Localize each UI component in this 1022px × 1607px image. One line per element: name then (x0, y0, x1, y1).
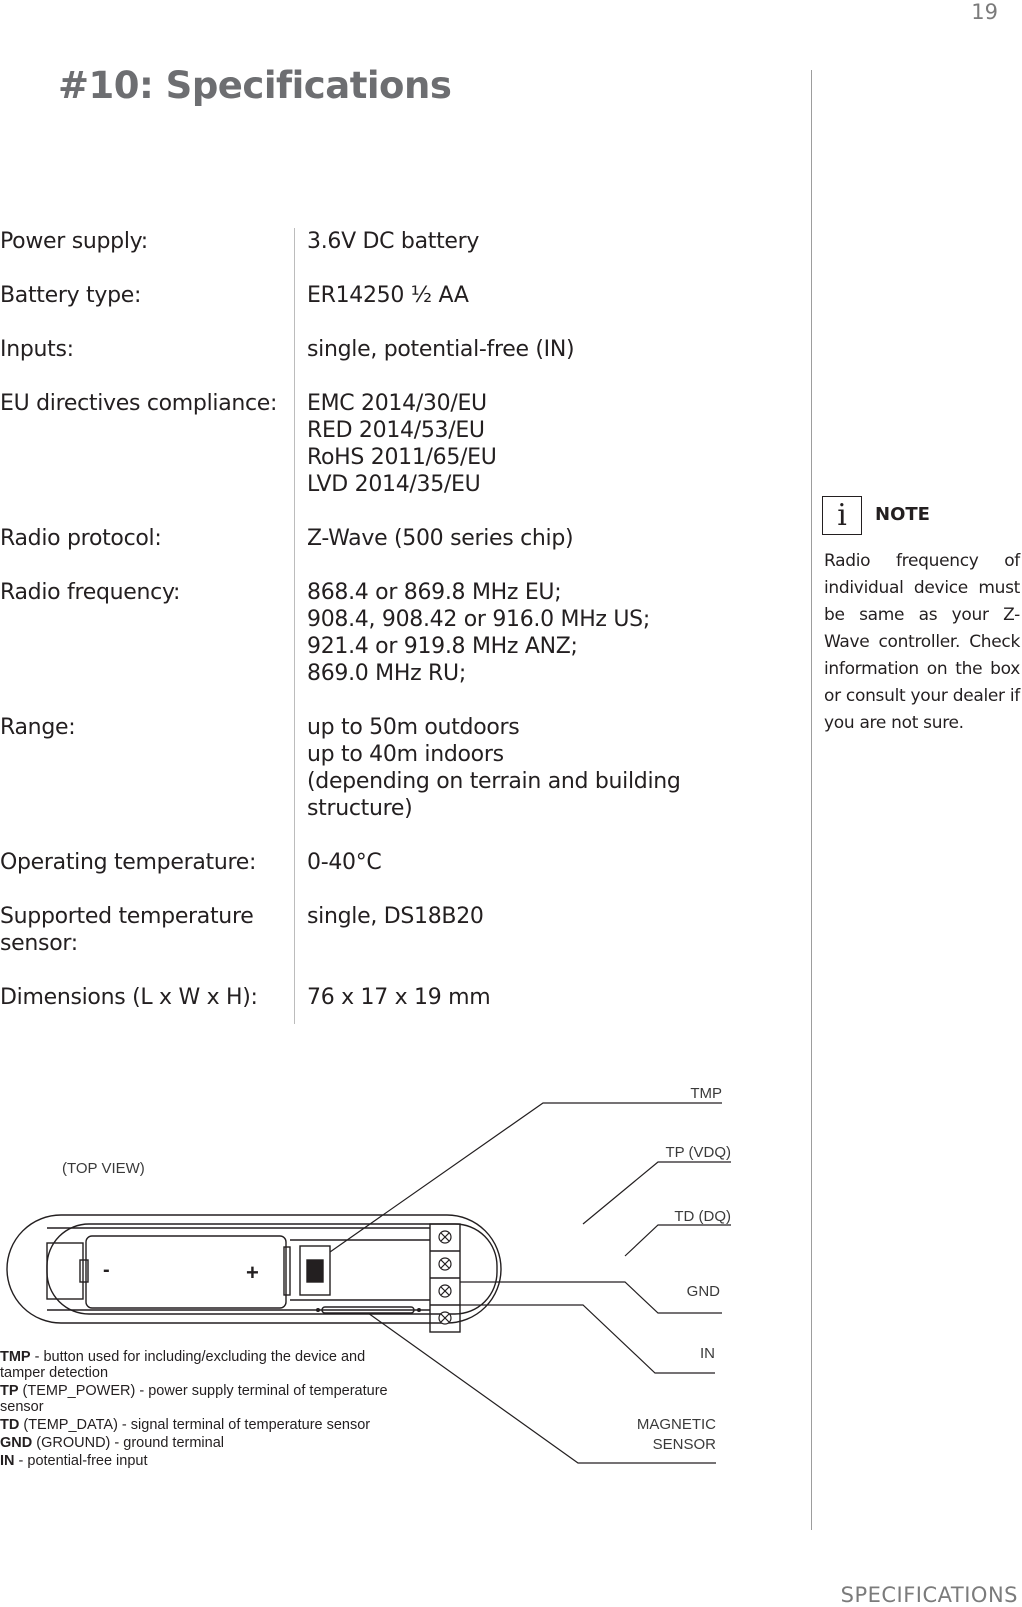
callout-sensor: SENSOR (652, 1436, 716, 1453)
diagram-legend (0, 1349, 390, 1471)
legend-item: TD (TEMP_DATA) - signal terminal of temperature sensor (0, 1417, 371, 1433)
leader-gnd (460, 1282, 722, 1313)
spec-label: Radio protocol: (0, 526, 162, 551)
legend-item: TP (TEMP_POWER) - power supply terminal of temperature sensor (0, 1383, 388, 1415)
spec-value: EMC 2014/30/EU RED 2014/53/EU RoHS 2011/65/EU LVD 2014/35/EU (307, 391, 497, 497)
spec-value: 868.4 or 869.8 MHz EU; 908.4, 908.42 or 916.0 MHz US; 921.4 or 919.8 MHz ANZ; 869.0 MHz RU; (307, 580, 650, 686)
spec-value: 0-40°C (307, 850, 382, 875)
leader-tmp (330, 1103, 722, 1252)
spec-label: Range: (0, 715, 76, 740)
battery-clip (47, 1243, 83, 1299)
spec-value: up to 50m outdoors up to 40m indoors (depending on terrain and building structure) (307, 715, 681, 821)
spec-label: Battery type: (0, 283, 142, 308)
spec-table-divider (294, 228, 295, 1024)
legend-item: IN - potential-free input (0, 1453, 148, 1469)
leader-in (460, 1305, 715, 1373)
spec-value: single, DS18B20 (307, 904, 484, 929)
callout-gnd: GND (686, 1283, 720, 1300)
column-divider (811, 70, 812, 1530)
section-footer: SPECIFICATIONS (840, 1583, 1018, 1607)
battery-plus: + (246, 1260, 259, 1285)
battery-minus: - (103, 1259, 110, 1281)
callout-td: TD (DQ) (674, 1208, 731, 1225)
spec-label: Inputs: (0, 337, 74, 362)
spec-value: Z-Wave (500 series chip) (307, 526, 574, 551)
page-title: #10: Specifications (58, 64, 452, 107)
spec-value: ER14250 ½ AA (307, 283, 469, 308)
callout-in: IN (700, 1345, 715, 1362)
legend-item: GND (GROUND) - ground terminal (0, 1435, 224, 1451)
spec-label: Operating temperature: (0, 850, 257, 875)
legend-item: TMP - button used for including/excluding the device and tamper detection (0, 1349, 366, 1381)
page-number: 19 (971, 0, 998, 24)
spec-label: EU directives compliance: (0, 391, 278, 416)
spec-label: Dimensions (L x W x H): (0, 985, 258, 1010)
info-icon: i (822, 496, 862, 535)
callout-tmp: TMP (690, 1085, 722, 1102)
callout-tp: TP (VDQ) (665, 1144, 731, 1161)
spec-value: 3.6V DC battery (307, 229, 480, 254)
note-text: Radio frequency of individual device must be same as your Z-Wave controller. Check information on the box or consult your dealer if you are not sure. (824, 551, 1020, 733)
spec-value: 76 x 17 x 19 mm (307, 985, 491, 1010)
leader-td (625, 1225, 731, 1256)
spec-label: Power supply: (0, 229, 148, 254)
spec-label: Radio frequency: (0, 580, 181, 605)
note-title: NOTE (875, 504, 930, 525)
spec-label: Supported temperature sensor: (0, 904, 254, 956)
top-view-label: (TOP VIEW) (62, 1160, 145, 1177)
callout-magnetic: MAGNETIC (636, 1416, 716, 1433)
spec-value: single, potential-free (IN) (307, 337, 575, 362)
